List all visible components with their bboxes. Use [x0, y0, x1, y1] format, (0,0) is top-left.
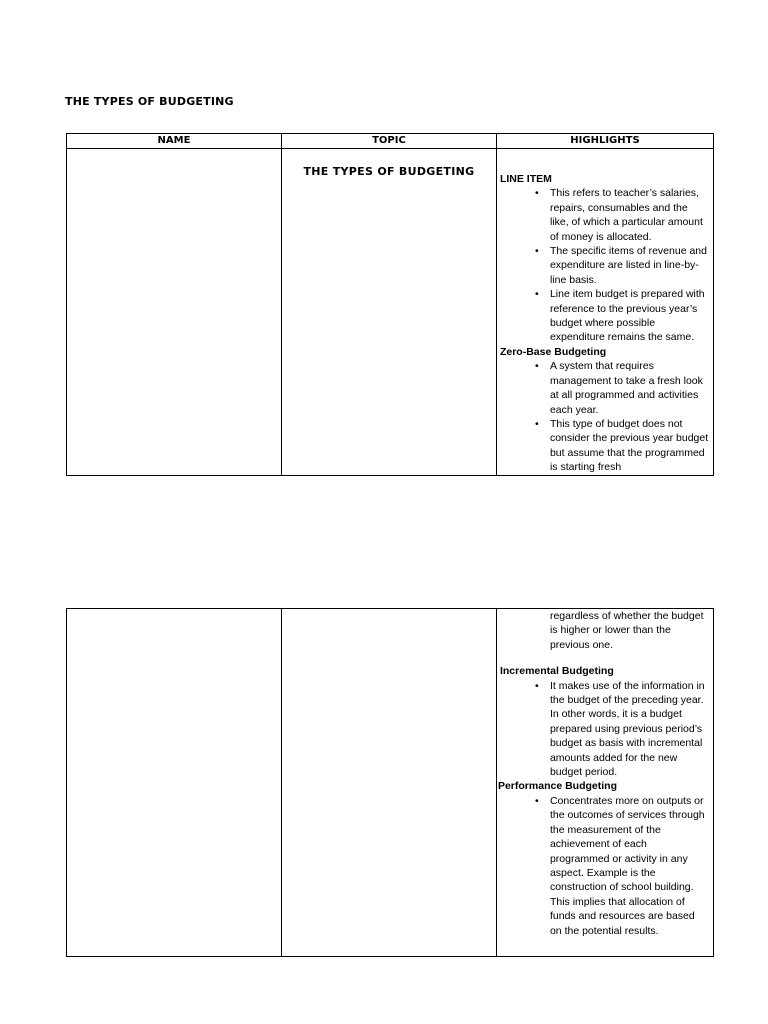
list-item: • Line item budget is prepared with reference to the previous year’s budget where possible expenditure remains the same. — [534, 288, 705, 344]
section-heading-performance: Performance Budgeting — [497, 780, 617, 793]
document-title: THE TYPES OF BUDGETING — [65, 95, 234, 108]
highlights-cell — [496, 149, 713, 476]
list-item: • Concentrates more on outputs or the outcomes of services through the measurement of the achievement of each programmed or activity in any aspect. Example is the construction of school building. This implies that allocation of funds and resources are based on the potential results. — [534, 794, 705, 937]
header-highlights: HIGHLIGHTS — [496, 134, 713, 149]
bullet-icon: • — [534, 794, 539, 807]
list-item: • This type of budget does not consider the previous year budget but assume that the programmed is starting fresh — [534, 417, 709, 474]
content-row — [67, 149, 714, 476]
budget-table-page-2 — [66, 608, 714, 957]
bullet-icon: • — [534, 288, 539, 301]
continuation-text: regardless of whether the budget is higher or lower than the previous one. — [549, 610, 704, 651]
header-topic: TOPIC — [281, 134, 496, 149]
topic-cell — [281, 149, 496, 476]
bullet-icon: • — [534, 245, 539, 258]
topic-cell — [281, 609, 496, 957]
list-item: • A system that requires management to take a fresh look at all programmed and activities each year. — [534, 360, 703, 416]
topic-text: THE TYPES OF BUDGETING — [303, 165, 475, 178]
incremental-bullets — [497, 679, 713, 780]
bullet-icon: • — [534, 187, 539, 200]
bullet-icon: • — [534, 417, 539, 430]
bullet-icon: • — [534, 360, 539, 373]
section-heading-incremental: Incremental Budgeting — [499, 665, 614, 678]
header-row — [67, 134, 714, 149]
section-heading-zero-base: Zero-Base Budgeting — [499, 345, 607, 358]
highlights-cell — [496, 609, 713, 957]
bullet-icon: • — [534, 679, 539, 692]
performance-bullets — [497, 794, 713, 938]
list-item: • The specific items of revenue and expenditure are listed in line-by-line basis. — [534, 245, 707, 286]
section-heading-line-item: LINE ITEM — [499, 173, 552, 185]
name-cell — [67, 609, 282, 957]
budget-table-page-1 — [66, 133, 714, 476]
header-name: NAME — [67, 134, 282, 149]
content-row — [67, 609, 714, 957]
list-item: • This refers to teacher’s salaries, repairs, consumables and the like, of which a particular amount of money is allocated. — [534, 187, 703, 243]
name-cell — [67, 149, 282, 476]
zero-base-bullets — [497, 359, 713, 474]
line-item-bullets — [497, 186, 713, 344]
list-item: • It makes use of the information in the budget of the preceding year. In other words, it is a budget prepared using previous period’s budget as basis with incremental amounts added for the new budget period. — [534, 679, 705, 779]
